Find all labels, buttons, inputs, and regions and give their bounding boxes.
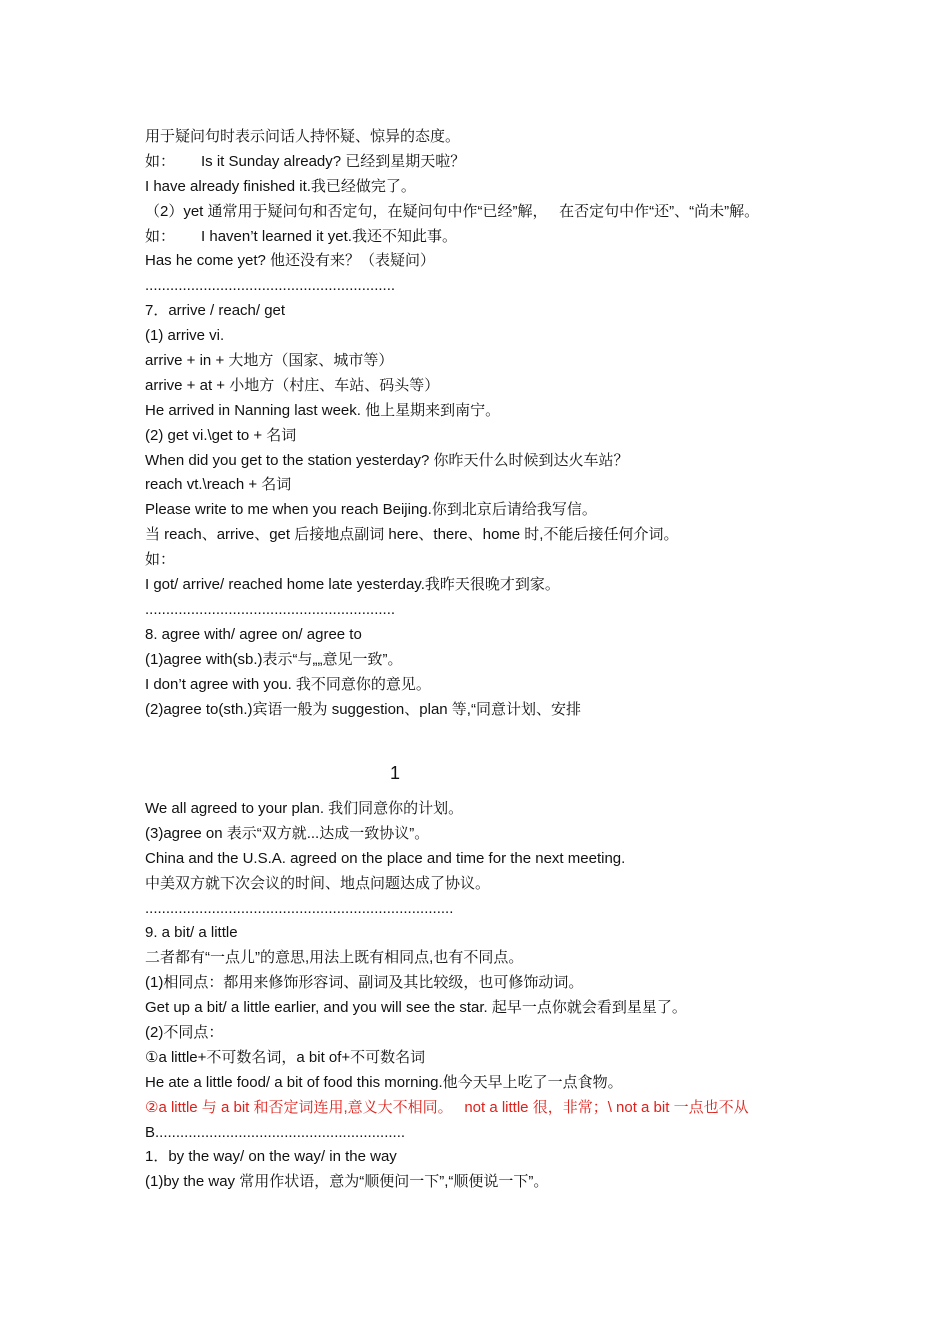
text-line — [145, 225, 810, 250]
heading-7: 7．arrive / reach/ get — [145, 302, 286, 320]
text-line: reach vt.\reach + 名词 — [145, 476, 292, 494]
text-line: (2)agree to(sth.)宾语一般为 suggestion、plan 等,“同意计划、安排 — [145, 700, 581, 718]
text-line: arrive + at + 小地方（村庄、车站、码头等） — [145, 376, 440, 394]
text-line: He arrived in Nanning last week. 他上星期来到南宁。 — [145, 401, 501, 419]
text-line: I have already finished it.我已经做完了。 — [145, 177, 416, 195]
text-line: We all agreed to your plan. 我们同意你的计划。 — [145, 800, 464, 817]
text-line: Please write to me when you reach Beijing.你到北京后请给我写信。 — [145, 501, 597, 519]
text-line: China and the U.S.A. agreed on the place and time for the next meeting. — [145, 849, 626, 867]
text-line: 二者都有“一点儿”的意思,用法上既有相同点,也有不同点。 — [145, 949, 524, 967]
example-sentence: Is it Sunday already? 已经到星期天啦？ — [201, 152, 466, 170]
text-line: arrive + in + 大地方（国家、城市等） — [145, 352, 394, 370]
text-line: (1) arrive vi. — [145, 327, 225, 345]
heading-8: 8. agree with/ agree on/ agree to — [145, 625, 362, 643]
section-1 — [145, 125, 810, 722]
text-line: I don’t agree with you. 我不同意你的意见。 — [145, 675, 431, 693]
page-number: 1 — [389, 763, 400, 783]
section-2 — [145, 797, 810, 1195]
heading-9: 9. a bit/ a little — [145, 924, 238, 942]
text-line: 如： — [145, 551, 176, 569]
text-line: 当 reach、arrive、get 后接地点副词 here、there、home 时,不能后接任何介词。 — [145, 526, 679, 544]
heading-b1: 1．by the way/ on the way/ in the way — [145, 1148, 397, 1166]
text-line: (1)by the way 常用作状语，意为“顺便问一下”,“顺便说一下”。 — [145, 1173, 549, 1191]
text-line: 用于疑问句时表示问话人持怀疑、惊异的态度。 — [145, 128, 461, 145]
text-line: (1)相同点：都用来修饰形容词、副词及其比较级，也可修饰动词。 — [145, 974, 584, 992]
example-label: 如： — [145, 152, 176, 170]
text-line: (3)agree on 表示“双方就...达成一致协议”。 — [145, 824, 430, 842]
example-label: 如： — [145, 227, 176, 245]
text-line: (1)agree with(sb.)表示“与„„意见一致”。 — [145, 650, 403, 668]
text-line — [145, 150, 810, 175]
separator-dots: ............................................................ — [145, 600, 396, 618]
separator-dots: .......................................................................... — [145, 899, 454, 917]
text-line: (2)不同点： — [145, 1024, 224, 1042]
text-line: Get up a bit/ a little earlier, and you will see the star. 起早一点你就会看到星星了。 — [145, 999, 687, 1017]
text-line: He ate a little food/ a bit of food this morning.他今天早上吃了一点食物。 — [145, 1073, 623, 1091]
text-line: 中美双方就下次会议的时间、地点问题达成了协议。 — [145, 874, 491, 892]
text-line: Has he come yet? 他还没有来？（表疑问） — [145, 252, 436, 270]
text-line: I got/ arrive/ reached home late yesterday.我昨天很晚才到家。 — [145, 576, 560, 594]
separator-dots: B............................................................ — [145, 1123, 406, 1141]
example-sentence: I haven’t learned it yet.我还不知此事。 — [201, 227, 457, 245]
text-line: ①a little+不可数名词，a bit of+不可数名词 — [145, 1048, 426, 1066]
text-line: When did you get to the station yesterday? 你昨天什么时候到达火车站？ — [145, 451, 629, 469]
text-paragraph: （2）yet 通常用于疑问句和否定句，在疑问句中作“已经”解， 在否定句中作“还”、“尚未”解。 — [145, 202, 760, 220]
highlight-note: ②a little 与 a bit 和否定词连用,意义大不相同。 not a little 很，非常；\ not a bit 一点也不从 — [145, 1098, 749, 1116]
text-line: (2) get vi.\get to + 名词 — [145, 426, 297, 444]
separator-dots: ............................................................ — [145, 277, 396, 295]
